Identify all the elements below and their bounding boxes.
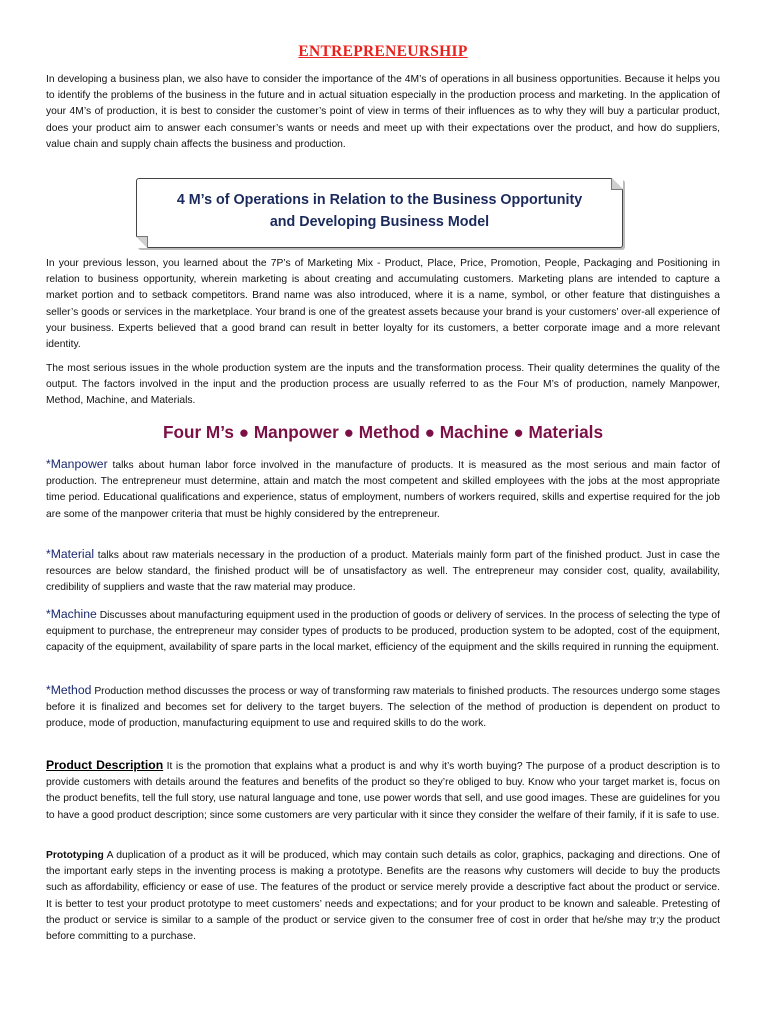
manpower-term: *Manpower [46, 457, 108, 471]
machine-text: Discusses about manufacturing equipment used in the production of goods or delivery of services. In the process of selecting the type of equipment to purchase, the entrepreneur may consider types of products to be produced, production system to be adopted, cost of the equipment, capacity of the equipment, availability of spare parts in the local market, efficiency of the equipment and the skills required in running the equipment. [46, 610, 720, 654]
machine-term: *Machine [46, 607, 97, 621]
four-ms-heading: Four M’s ● Manpower ● Method ● Machine ● Materials [162, 422, 604, 442]
box-corner-fold [136, 236, 148, 248]
product-description-paragraph [46, 757, 720, 824]
prototyping-paragraph [46, 848, 720, 945]
document-title: ENTREPRENEURSHIP [298, 43, 468, 60]
prototyping-term: Prototyping [46, 850, 104, 861]
section-heading-line-2: and Developing Business Model [269, 214, 490, 230]
method-text: Production method discusses the process or way of transforming raw materials to finished products. The resources undergo some stages before it is finalized and becomes set for delivery to the target buyers. The selection of the method of production is dependent on product to produce, mode of production, manufacturing equipment to use and required skills to do the work. [46, 686, 720, 730]
section-heading-box [136, 178, 623, 248]
section-heading [137, 189, 622, 233]
section-heading-line-1: 4 M’s of Operations in Relation to the Business Opportunity [176, 192, 583, 208]
material-term: *Material [46, 547, 95, 561]
prototyping-text: A duplication of a product as it will be produced, which may contain such details as color, graphics, packaging and directions. One of the important early steps in the inventing process is making a prototype. Benefits are the reasons why customers will decide to buy the products such as affordability, efficiency or ease of use. The features of the product or service merely provide a descriptive fact about the product or service. It is better to test your product prototype to meet customers’ needs and expectations; and for your product to be known and saleable. Pretesting of the product or service is similar to a sample of the product or service given to the consumer free of cost in order that he/she may tr;y the product before committing to a purchase. [46, 850, 720, 943]
product-description-term: Product Description [46, 758, 164, 772]
material-text: talks about raw materials necessary in the production of a product. Materials mainly form part of the finished product. Just in case the resources are below standard, the finished product will be of unsatisfactory as well. The entrepreneur may consider cost, quality, availability, credibility of suppliers and waste that the raw material may produce. [46, 550, 720, 594]
method-term: *Method [46, 683, 92, 697]
machine-paragraph [46, 606, 720, 657]
manpower-text: talks about human labor force involved in the manufacture of products. It is measured as the most serious and main factor of production. The entrepreneur must determine, attain and match the most competent and skilled employees with the jobs at the most appropriate time period. Educational qualifications and experience, status of employment, numbers of workers required, skills and expertise required for the job are some of the manpower criteria that must be highly considered by the entrepreneur. [46, 460, 720, 520]
product-description-text: It is the promotion that explains what a product is and why it’s worth buying? The purpose of a product description is to provide customers with details around the features and benefits of the product so they’re obliged to buy. Know who your target market is, focus on the product benefits, tell the full story, use natural language and tone, use power words that sell, and use good images. These are guidelines for you to have a good product description; since some customers are very particular with it since they consider the welfare of their family, if it is safe to use. [46, 761, 720, 821]
manpower-paragraph [46, 456, 720, 523]
production-issues-paragraph: The most serious issues in the whole production system are the inputs and the transformation process. Their quality determines the quality of the output. The factors involved in the input and the production process are usually referred to as the Four M’s of production, namely Manpower, Method, Machine, and Materials. [46, 363, 720, 407]
material-paragraph [46, 546, 720, 597]
intro-paragraph: In developing a business plan, we also have to consider the importance of the 4M’s of operations in all business opportunities. Because it helps you to identify the problems of the business in the future and in actual situation especially in the production process and marketing. In the application of your 4M’s of production, it is best to consider the customer’s point of view in terms of their influences as to why they will buy a particular product, does your product aim to answer each consumer’s wants or needs and meet up with their expectations over the product, and how do suppliers, value chain and supply chain affects the business and production. [46, 74, 720, 150]
method-paragraph [46, 682, 720, 733]
marketing-mix-paragraph: In your previous lesson, you learned about the 7P’s of Marketing Mix - Product, Place, Price, Promotion, People, Packaging and Positioning in relation to business opportunity, wherein marketing is about creating and accumulating customers. Marketing plans are intended to capture a market portion and to setback competitors. Brand name was also introduced, where it is a name, symbol, or other feature that distinguishes a seller’s goods or services in the marketplace. Your brand is one of the greatest assets because your brand is your customers’ over-all experience of your business. Experts believed that a good brand can result in better loyalty for its customers, a better corporate image and a more relevant identity. [46, 258, 720, 351]
